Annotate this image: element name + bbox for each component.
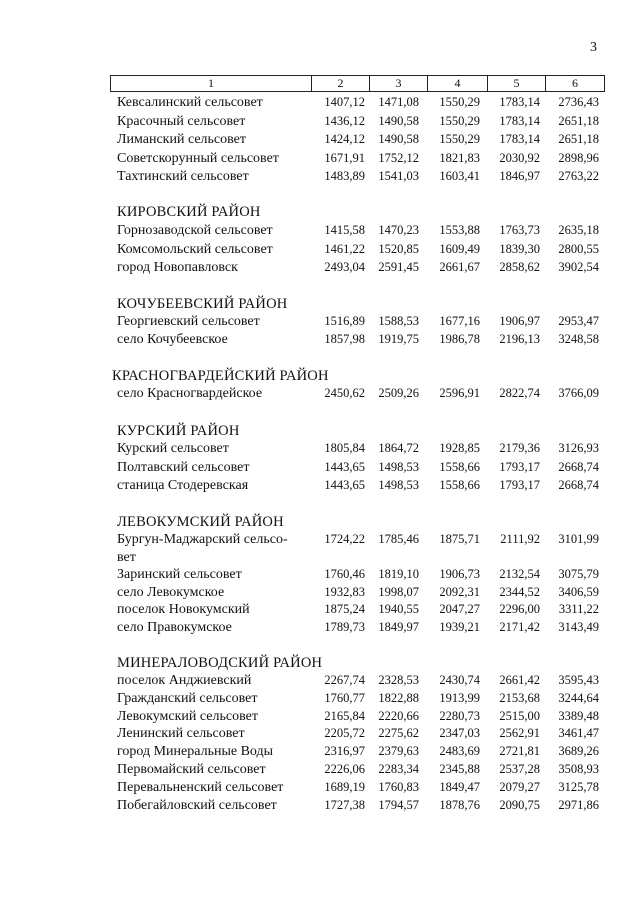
value-col3: 1998,07 (378, 585, 419, 599)
value-col6: 2635,18 (558, 223, 599, 237)
value-col4: 2092,31 (439, 585, 480, 599)
value-col4: 1913,99 (439, 691, 480, 705)
value-col5: 1783,14 (499, 95, 540, 109)
settlement-name: Заринский сельсовет (117, 567, 242, 582)
value-col4: 2280,73 (439, 709, 480, 723)
value-col2: 1443,65 (324, 478, 365, 492)
value-col6: 3406,59 (558, 585, 599, 599)
value-col3: 1849,97 (378, 620, 419, 634)
value-col6: 3125,78 (558, 780, 599, 794)
value-col4: 1986,78 (439, 332, 480, 346)
value-col5: 2822,74 (499, 386, 540, 400)
value-col6: 2898,96 (558, 151, 599, 165)
value-col4: 2347,03 (439, 726, 480, 740)
value-col4: 1558,66 (439, 478, 480, 492)
value-col6: 3248,58 (558, 332, 599, 346)
value-col2: 1727,38 (324, 798, 365, 812)
column-header-1: 1 (208, 76, 214, 90)
value-col5: 2030,92 (499, 151, 540, 165)
value-col2: 1805,84 (324, 441, 365, 455)
settlement-name: Ленинский сельсовет (117, 726, 245, 741)
value-col5: 2079,27 (499, 780, 540, 794)
column-header-4: 4 (427, 76, 487, 91)
value-col3: 2275,62 (378, 726, 419, 740)
settlement-name: Георгиевский сельсовет (117, 314, 260, 329)
value-col2: 1760,77 (324, 691, 365, 705)
value-col3: 1760,83 (378, 780, 419, 794)
value-col2: 1436,12 (324, 114, 365, 128)
settlement-name: поселок Анджиевский (117, 673, 252, 688)
value-col6: 3075,79 (558, 567, 599, 581)
value-col5: 2132,54 (499, 567, 540, 581)
settlement-name: Горнозаводской сельсовет (117, 223, 273, 238)
value-col6: 3143,49 (558, 620, 599, 634)
value-col5: 2179,36 (499, 441, 540, 455)
value-col5: 2562,91 (499, 726, 540, 740)
value-col2: 2493,04 (324, 260, 365, 274)
value-col5: 1793,17 (499, 478, 540, 492)
value-col2: 1424,12 (324, 132, 365, 146)
value-col2: 1789,73 (324, 620, 365, 634)
value-col5: 1839,30 (499, 242, 540, 256)
value-col4: 2596,91 (439, 386, 480, 400)
value-col2: 1689,19 (324, 780, 365, 794)
settlement-name: Советскорунный сельсовет (117, 151, 279, 166)
value-col4: 2483,69 (439, 744, 480, 758)
value-col3: 1822,88 (378, 691, 419, 705)
value-col5: 2537,28 (499, 762, 540, 776)
value-col4: 1603,41 (439, 169, 480, 183)
settlement-name: станица Стодеревская (117, 478, 249, 493)
value-col2: 1875,24 (324, 602, 365, 616)
value-col5: 1793,17 (499, 460, 540, 474)
value-col6: 3101,99 (558, 532, 599, 546)
value-col5: 2171,42 (499, 620, 540, 634)
value-col2: 1516,89 (324, 314, 365, 328)
settlement-name: Перевальненский сельсовет (117, 780, 284, 795)
value-col2: 2205,72 (324, 726, 365, 740)
value-col4: 2661,67 (439, 260, 480, 274)
value-col5: 1846,97 (499, 169, 540, 183)
value-col6: 3126,93 (558, 441, 599, 455)
value-col5: 1906,97 (499, 314, 540, 328)
value-col3: 2220,66 (378, 709, 419, 723)
district-heading: КИРОВСКИЙ РАЙОН (117, 204, 261, 220)
value-col2: 2165,84 (324, 709, 365, 723)
district-heading: МИНЕРАЛОВОДСКИЙ РАЙОН (117, 655, 323, 671)
value-col3: 2379,63 (378, 744, 419, 758)
value-col2: 1461,22 (324, 242, 365, 256)
value-col6: 3689,26 (558, 744, 599, 758)
settlement-name: Тахтинский сельсовет (117, 169, 249, 184)
value-col6: 2763,22 (558, 169, 599, 183)
value-col4: 1550,29 (439, 95, 480, 109)
value-col4: 1821,83 (439, 151, 480, 165)
value-col5: 2296,00 (499, 602, 540, 616)
value-col2: 1407,12 (324, 95, 365, 109)
value-col6: 3244,64 (558, 691, 599, 705)
value-col4: 1878,76 (439, 798, 480, 812)
value-col5: 2721,81 (499, 744, 540, 758)
value-col4: 2047,27 (439, 602, 480, 616)
settlement-name: Гражданский сельсовет (117, 691, 258, 706)
district-heading: ЛЕВОКУМСКИЙ РАЙОН (117, 514, 284, 530)
column-header-6: 6 (545, 76, 604, 91)
value-col4: 1928,85 (439, 441, 480, 455)
value-col5: 2196,13 (499, 332, 540, 346)
value-col5: 2661,42 (499, 673, 540, 687)
settlement-name: город Минеральные Воды (117, 744, 274, 759)
value-col3: 1919,75 (378, 332, 419, 346)
value-col6: 2953,47 (558, 314, 599, 328)
value-col3: 1541,03 (378, 169, 419, 183)
settlement-name: Кевсалинский сельсовет (117, 95, 263, 110)
settlement-name: Полтавский сельсовет (117, 460, 250, 475)
settlement-name: Первомайский сельсовет (117, 762, 266, 777)
value-col3: 1490,58 (378, 114, 419, 128)
value-col4: 1550,29 (439, 132, 480, 146)
value-col3: 1864,72 (378, 441, 419, 455)
value-col2: 2450,62 (324, 386, 365, 400)
settlement-name: село Левокумское (117, 585, 225, 600)
value-col6: 3311,22 (558, 602, 599, 616)
value-col5: 2858,62 (499, 260, 540, 274)
value-col3: 1794,57 (378, 798, 419, 812)
value-col4: 1677,16 (439, 314, 480, 328)
value-col5: 1783,14 (499, 114, 540, 128)
settlement-name: Левокумский сельсовет (117, 709, 258, 724)
value-col6: 3508,93 (558, 762, 599, 776)
column-header-5: 5 (487, 76, 545, 91)
value-col5: 2344,52 (499, 585, 540, 599)
value-col6: 2651,18 (558, 114, 599, 128)
value-col4: 2345,88 (439, 762, 480, 776)
value-col4: 2430,74 (439, 673, 480, 687)
value-col3: 2283,34 (378, 762, 419, 776)
settlement-name: Красочный сельсовет (117, 114, 246, 129)
value-col2: 1857,98 (324, 332, 365, 346)
value-col2: 1724,22 (324, 532, 365, 546)
value-col5: 2515,00 (499, 709, 540, 723)
value-col2: 1760,46 (324, 567, 365, 581)
value-col4: 1906,73 (439, 567, 480, 581)
value-col4: 1849,47 (439, 780, 480, 794)
value-col6: 2800,55 (558, 242, 599, 256)
value-col2: 2316,97 (324, 744, 365, 758)
value-col2: 1415,58 (324, 223, 365, 237)
value-col6: 3461,47 (558, 726, 599, 740)
district-heading: КОЧУБЕЕВСКИЙ РАЙОН (117, 296, 288, 312)
value-col4: 1553,88 (439, 223, 480, 237)
value-col3: 1819,10 (378, 567, 419, 581)
value-col6: 2736,43 (558, 95, 599, 109)
value-col6: 3389,48 (558, 709, 599, 723)
settlement-name: село Правокумское (117, 620, 232, 635)
value-col3: 1940,55 (378, 602, 419, 616)
value-col2: 1483,89 (324, 169, 365, 183)
value-col3: 1588,53 (378, 314, 419, 328)
value-col3: 1520,85 (378, 242, 419, 256)
value-col3: 1471,08 (378, 95, 419, 109)
value-col4: 1550,29 (439, 114, 480, 128)
value-col5: 1783,14 (499, 132, 540, 146)
value-col6: 2668,74 (558, 478, 599, 492)
value-col3: 1498,53 (378, 478, 419, 492)
page-number: 3 (590, 40, 597, 55)
value-col4: 1875,71 (439, 532, 480, 546)
value-col3: 2328,53 (378, 673, 419, 687)
value-col6: 2668,74 (558, 460, 599, 474)
value-col2: 2226,06 (324, 762, 365, 776)
value-col3: 1785,46 (378, 532, 419, 546)
value-col3: 2591,45 (378, 260, 419, 274)
value-col6: 3766,09 (558, 386, 599, 400)
value-col5: 2111,92 (500, 532, 540, 546)
value-col5: 1763,73 (499, 223, 540, 237)
settlement-name: город Новопавловск (117, 260, 238, 275)
value-col4: 1939,21 (439, 620, 480, 634)
settlement-name: село Красногвардейское (117, 386, 263, 401)
value-col5: 2153,68 (499, 691, 540, 705)
value-col4: 1609,49 (439, 242, 480, 256)
value-col3: 2509,26 (378, 386, 419, 400)
settlement-name: Побегайловский сельсовет (117, 798, 277, 813)
settlement-name: Курский сельсовет (117, 441, 229, 456)
value-col2: 2267,74 (324, 673, 365, 687)
value-col6: 2651,18 (558, 132, 599, 146)
district-heading: КРАСНОГВАРДЕЙСКИЙ РАЙОН (112, 368, 329, 384)
settlement-name-continuation: вет (117, 550, 136, 565)
value-col6: 3902,54 (558, 260, 599, 274)
value-col2: 1671,91 (324, 151, 365, 165)
column-header-3: 3 (369, 76, 427, 91)
value-col3: 1470,23 (378, 223, 419, 237)
value-col3: 1752,12 (378, 151, 419, 165)
settlement-name: Лиманский сельсовет (117, 132, 247, 147)
value-col4: 1558,66 (439, 460, 480, 474)
value-col3: 1498,53 (378, 460, 419, 474)
value-col6: 3595,43 (558, 673, 599, 687)
settlement-name: Комсомольский сельсовет (117, 242, 273, 257)
value-col5: 2090,75 (499, 798, 540, 812)
value-col3: 1490,58 (378, 132, 419, 146)
settlement-name: поселок Новокумский (117, 602, 250, 617)
value-col2: 1443,65 (324, 460, 365, 474)
settlement-name: Бургун-Маджарский сельсо- (117, 532, 288, 547)
value-col2: 1932,83 (324, 585, 365, 599)
settlement-name: село Кочубеевское (117, 332, 228, 347)
column-header-2: 2 (311, 76, 369, 91)
table-header (110, 75, 605, 92)
district-heading: КУРСКИЙ РАЙОН (117, 423, 240, 439)
value-col6: 2971,86 (558, 798, 599, 812)
